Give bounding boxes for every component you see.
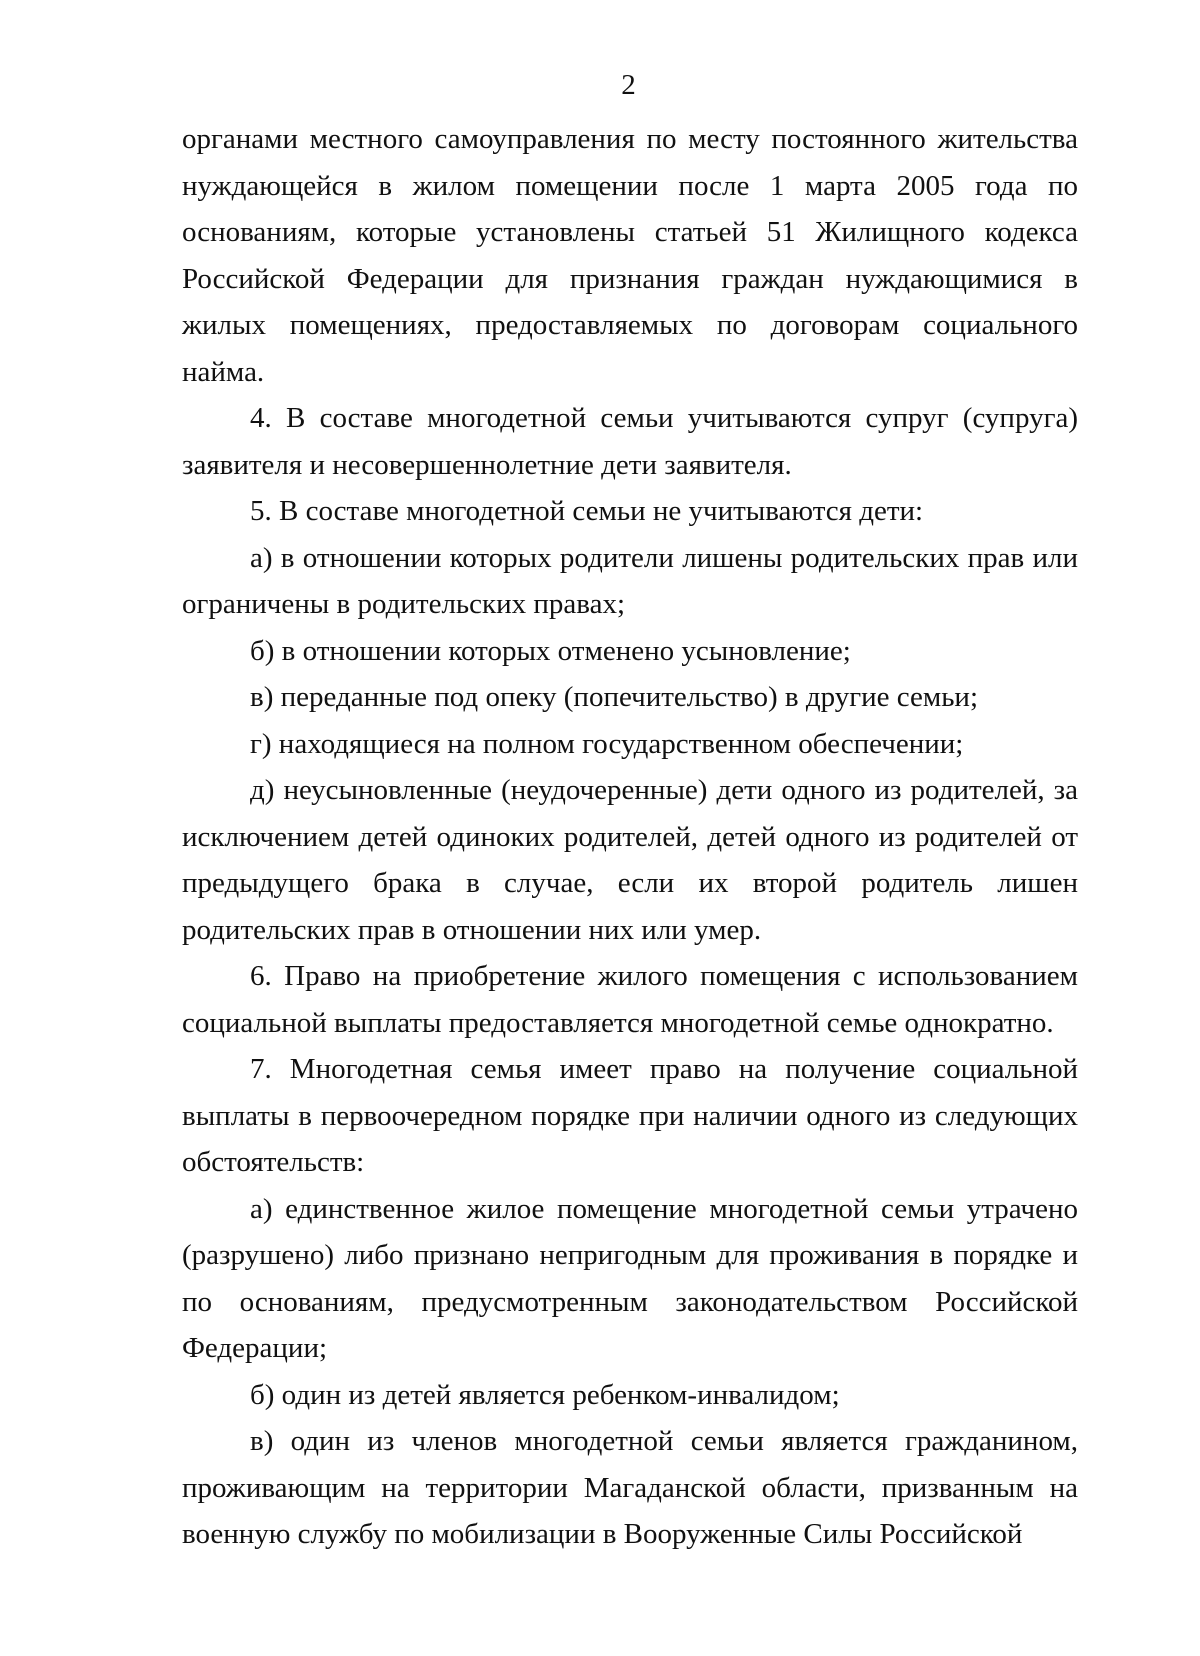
document-body <box>182 116 1078 1558</box>
paragraph-item-5b: б) в отношении которых отменено усыновление; <box>250 634 851 667</box>
paragraph-continuation: органами местного самоуправления по месту постоянного жительства нуждающейся в жилом помещении после 1 марта 2005 года по основаниям, которые установлены статьей 51 Жилищного кодекса Российской Федерации для признания граждан нуждающимися в жилых помещениях, предоставляемых по договорам социального найма. <box>182 123 1078 388</box>
paragraph-item-5v: в) переданные под опеку (попечительство) в другие семьи; <box>250 681 979 713</box>
paragraph-item-5a: а) в отношении которых родители лишены родительских прав или ограничены в родительских правах; <box>182 541 1078 620</box>
paragraph-item-6: 6. Право на приобретение жилого помещения с использованием социальной выплаты предоставляется многодетной семье однократно. <box>182 960 1078 1039</box>
paragraph-item-7v: в) один из членов многодетной семьи является гражданином, проживающим на территории Магаданской области, призванным на военную службу по мобилизации в Вооруженные Силы Российской <box>182 1425 1078 1550</box>
paragraph-item-5g: г) находящиеся на полном государственном обеспечении; <box>250 727 964 760</box>
paragraph-item-5: 5. В составе многодетной семьи не учитываются дети: <box>250 495 924 527</box>
paragraph-item-5d: д) неусыновленные (неудочеренные) дети одного из родителей, за исключением детей одиноких родителей, детей одного из родителей от предыдущего брака в случае, если их второй родитель лишен родительских прав в отношении них или умер. <box>182 774 1078 946</box>
paragraph-item-4: 4. В составе многодетной семьи учитываются супруг (супруга) заявителя и несовершеннолетние дети заявителя. <box>182 402 1078 481</box>
paragraph-item-7b: б) один из детей является ребенком-инвалидом; <box>250 1378 840 1411</box>
paragraph-item-7a: а) единственное жилое помещение многодетной семьи утрачено (разрушено) либо признано непригодным для проживания в порядке и по основаниям, предусмотренным законодательством Российской Федерации; <box>182 1192 1078 1364</box>
paragraph-item-7: 7. Многодетная семья имеет право на получение социальной выплаты в первоочередном порядке при наличии одного из следующих обстоятельств: <box>182 1053 1078 1178</box>
page-number: 2 <box>621 69 636 101</box>
